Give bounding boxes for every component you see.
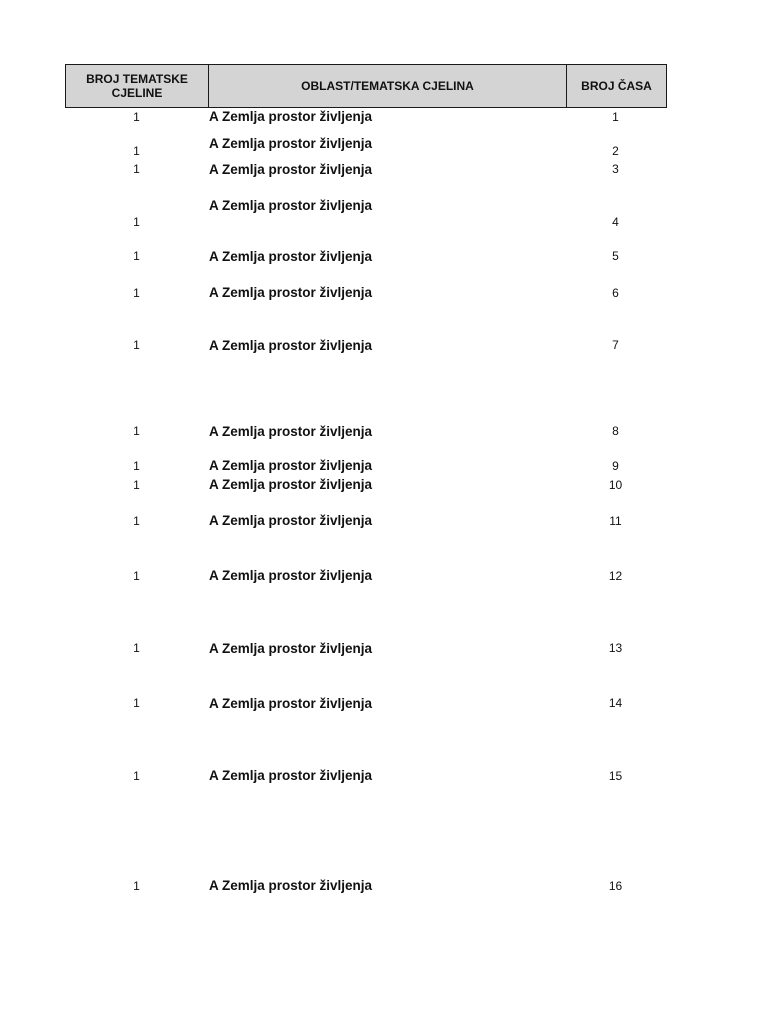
cell-broj-casa: 6 — [612, 286, 619, 300]
cell-oblast: A Zemlja prostor življenja — [209, 568, 373, 583]
cell-oblast: A Zemlja prostor življenja — [209, 136, 373, 151]
cell-broj-tematske-cjeline: 1 — [133, 478, 140, 492]
cell-broj-casa: 14 — [608, 696, 623, 710]
cell-broj-casa: 9 — [612, 459, 619, 473]
cell-broj-tematske-cjeline: 1 — [133, 424, 140, 438]
cell-broj-casa: 15 — [608, 769, 623, 783]
cell-broj-tematske-cjeline: 1 — [133, 249, 140, 263]
cell-broj-casa: 1 — [612, 110, 619, 124]
cell-broj-tematske-cjeline: 1 — [133, 696, 140, 710]
cell-broj-casa: 12 — [608, 569, 623, 583]
cell-broj-casa: 13 — [608, 641, 623, 655]
cell-oblast: A Zemlja prostor življenja — [209, 768, 373, 783]
cell-broj-casa: 11 — [609, 514, 622, 528]
cell-broj-tematske-cjeline: 1 — [133, 459, 140, 473]
cell-broj-tematske-cjeline: 1 — [133, 769, 140, 783]
cell-oblast: A Zemlja prostor življenja — [209, 285, 373, 300]
cell-oblast: A Zemlja prostor življenja — [209, 162, 373, 177]
cell-broj-tematske-cjeline: 1 — [133, 338, 140, 352]
header-broj-tematske-cjeline: BROJ TEMATSKE CJELINE — [66, 65, 209, 107]
table-header — [65, 64, 667, 108]
cell-oblast: A Zemlja prostor življenja — [209, 424, 373, 439]
cell-broj-casa: 5 — [612, 249, 619, 263]
cell-oblast: A Zemlja prostor življenja — [209, 109, 373, 124]
cell-broj-casa: 2 — [612, 144, 619, 158]
cell-broj-casa: 7 — [612, 338, 619, 352]
cell-oblast: A Zemlja prostor življenja — [209, 198, 373, 213]
cell-oblast: A Zemlja prostor življenja — [209, 477, 373, 492]
cell-broj-tematske-cjeline: 1 — [133, 514, 140, 528]
cell-broj-casa: 4 — [612, 215, 619, 229]
cell-broj-tematske-cjeline: 1 — [133, 110, 140, 124]
cell-broj-tematske-cjeline: 1 — [133, 215, 140, 229]
cell-broj-tematske-cjeline: 1 — [133, 641, 140, 655]
cell-broj-casa: 16 — [608, 879, 623, 893]
cell-broj-tematske-cjeline: 1 — [133, 879, 140, 893]
cell-oblast: A Zemlja prostor življenja — [209, 338, 373, 353]
cell-broj-casa: 8 — [612, 424, 619, 438]
cell-oblast: A Zemlja prostor življenja — [209, 513, 373, 528]
cell-broj-casa: 3 — [612, 162, 619, 176]
cell-oblast: A Zemlja prostor življenja — [209, 249, 373, 264]
cell-broj-tematske-cjeline: 1 — [133, 162, 140, 176]
cell-oblast: A Zemlja prostor življenja — [209, 878, 373, 893]
cell-oblast: A Zemlja prostor življenja — [209, 641, 373, 656]
cell-broj-casa: 10 — [608, 478, 623, 492]
cell-broj-tematske-cjeline: 1 — [133, 144, 140, 158]
cell-oblast: A Zemlja prostor življenja — [209, 696, 373, 711]
header-broj-casa: BROJ ČASA — [581, 79, 652, 93]
header-oblast-tematska-cjelina: OBLAST/TEMATSKA CJELINA — [209, 65, 567, 107]
cell-broj-tematske-cjeline: 1 — [133, 569, 140, 583]
cell-oblast: A Zemlja prostor življenja — [209, 458, 373, 473]
cell-broj-tematske-cjeline: 1 — [133, 286, 140, 300]
